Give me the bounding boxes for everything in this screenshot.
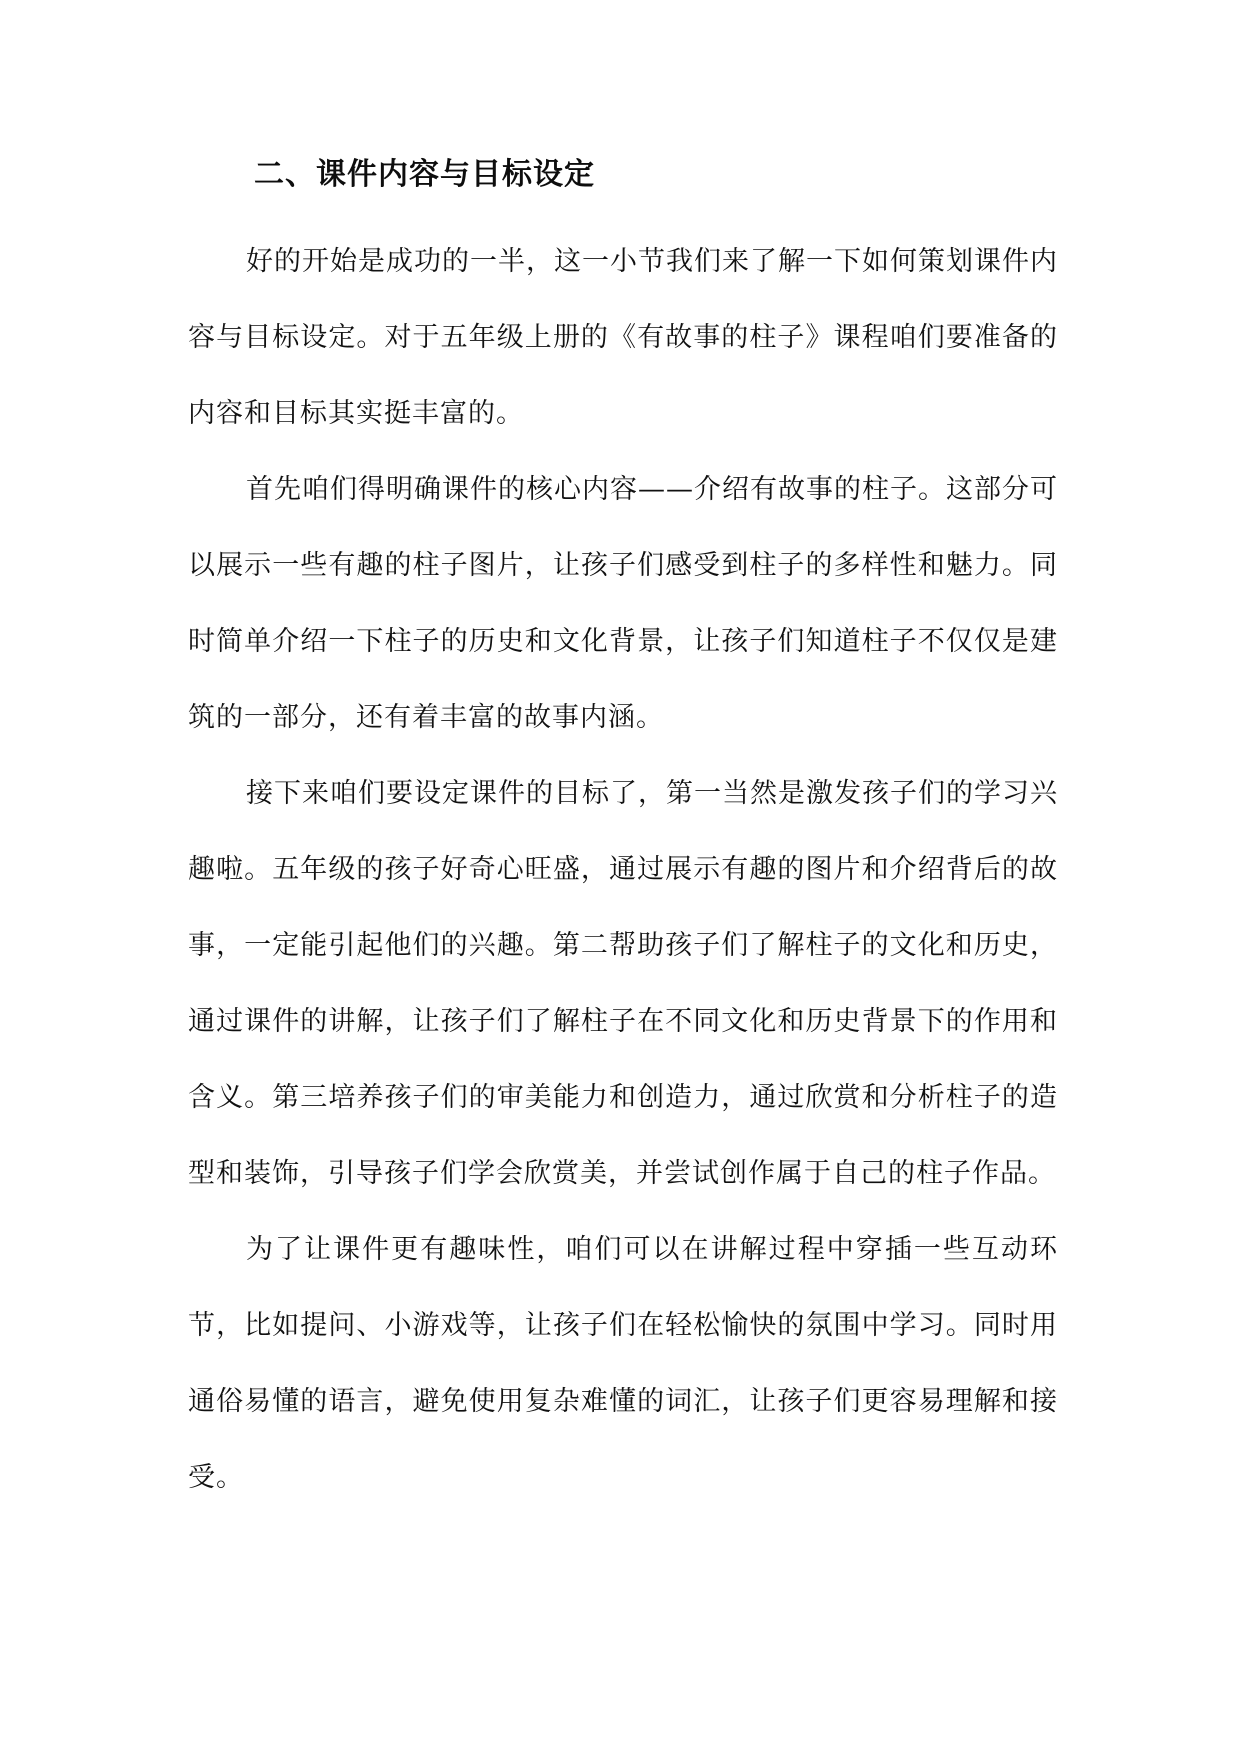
paragraph-goals: 接下来咱们要设定课件的目标了，第一当然是激发孩子们的学习兴趣啦。五年级的孩子好奇心旺盛，通过展示有趣的图片和介绍背后的故事，一定能引起他们的兴趣。第二帮助孩子们了解柱子的文化和历史，通过课件的讲解，让孩子们了解柱子在不同文化和历史背景下的作用和含义。第三培养孩子们的审美能力和创造力，通过欣赏和分析柱子的造型和装饰，引导孩子们学会欣赏美，并尝试创作属于自己的柱子作品。 <box>188 778 1058 1189</box>
paragraph-intro: 好的开始是成功的一半，这一小节我们来了解一下如何策划课件内容与目标设定。对于五年级上册的《有故事的柱子》课程咱们要准备的内容和目标其实挺丰富的。 <box>188 246 1058 429</box>
document-body <box>188 148 1058 1516</box>
paragraph-interaction: 为了让课件更有趣味性，咱们可以在讲解过程中穿插一些互动环节，比如提问、小游戏等，让孩子们在轻松愉快的氛围中学习。同时用通俗易懂的语言，避免使用复杂难懂的词汇，让孩子们更容易理解和接受。 <box>188 1234 1058 1493</box>
section-heading: 二、课件内容与目标设定 <box>254 157 595 192</box>
paragraph-core-content: 首先咱们得明确课件的核心内容——介绍有故事的柱子。这部分可以展示一些有趣的柱子图片，让孩子们感受到柱子的多样性和魅力。同时简单介绍一下柱子的历史和文化背景，让孩子们知道柱子不仅仅是建筑的一部分，还有着丰富的故事内涵。 <box>188 474 1058 733</box>
